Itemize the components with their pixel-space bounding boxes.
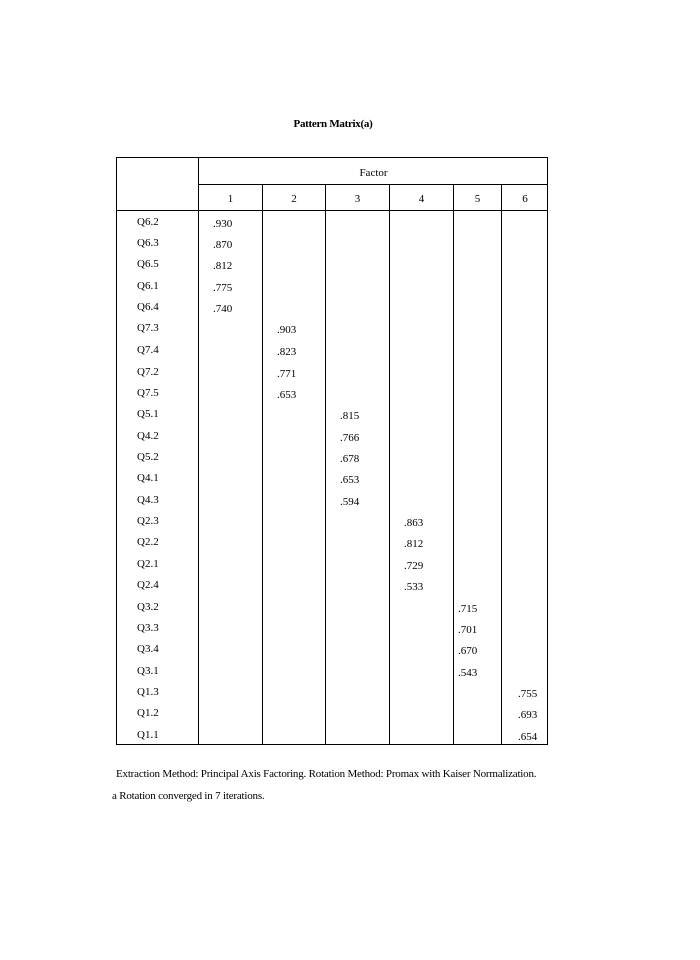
loading-value: .533 (404, 581, 424, 593)
column-divider (501, 185, 502, 744)
row-label: Q2.1 (137, 558, 159, 570)
row-label: Q7.3 (137, 322, 159, 334)
loading-value: .729 (404, 560, 424, 572)
loading-value: .870 (213, 239, 233, 251)
factor-header-5: 5 (474, 193, 481, 205)
row-label: Q2.4 (137, 579, 159, 591)
column-divider (453, 185, 454, 744)
loading-value: .815 (340, 410, 360, 422)
loading-value: .678 (340, 453, 360, 465)
pattern-matrix-table (116, 157, 548, 745)
row-label: Q5.2 (137, 451, 159, 463)
loading-value: .775 (213, 282, 233, 294)
row-label: Q6.2 (137, 216, 159, 228)
row-label: Q1.2 (137, 707, 159, 719)
loading-value: .693 (518, 709, 538, 721)
page-title: Pattern Matrix(a) (293, 118, 373, 130)
loading-value: .823 (277, 346, 297, 358)
row-label: Q2.2 (137, 536, 159, 548)
factor-header-6: 6 (522, 193, 528, 205)
row-label: Q3.2 (137, 601, 159, 613)
loading-value: .715 (458, 603, 478, 615)
rotation-footnote: a Rotation converged in 7 iterations. (112, 790, 265, 802)
extraction-method-note: Extraction Method: Principal Axis Factoring. Rotation Method: Promax with Kaiser Normalization. (116, 768, 537, 780)
row-label: Q7.4 (137, 344, 159, 356)
loading-value: .701 (458, 624, 478, 636)
row-label: Q6.3 (137, 237, 159, 249)
row-label: Q5.1 (137, 408, 159, 420)
column-divider (262, 185, 263, 744)
column-divider (198, 158, 199, 744)
row-label: Q1.1 (137, 729, 159, 741)
factor-group-header: Factor (359, 167, 388, 179)
loading-value: .670 (458, 645, 478, 657)
factor-header-1: 1 (227, 193, 234, 205)
row-label: Q4.1 (137, 472, 159, 484)
loading-value: .654 (518, 731, 538, 743)
row-label: Q4.3 (137, 494, 159, 506)
header-divider (198, 184, 548, 185)
loading-value: .594 (340, 496, 360, 508)
row-label: Q6.1 (137, 280, 159, 292)
loading-value: .653 (340, 474, 360, 486)
factor-header-3: 3 (354, 193, 361, 205)
loading-value: .653 (277, 389, 297, 401)
row-label: Q2.3 (137, 515, 159, 527)
loading-value: .771 (277, 368, 297, 380)
row-label: Q4.2 (137, 430, 159, 442)
loading-value: .755 (518, 688, 538, 700)
loading-value: .812 (404, 538, 424, 550)
row-label: Q3.4 (137, 643, 159, 655)
factor-header-4: 4 (418, 193, 425, 205)
column-divider (389, 185, 390, 744)
row-label: Q7.2 (137, 366, 159, 378)
column-divider (325, 185, 326, 744)
loading-value: .812 (213, 260, 233, 272)
loading-value: .543 (458, 667, 478, 679)
loading-value: .930 (213, 218, 233, 230)
row-label: Q3.1 (137, 665, 159, 677)
row-label: Q1.3 (137, 686, 159, 698)
factor-header-2: 2 (291, 193, 297, 205)
row-label: Q7.5 (137, 387, 159, 399)
loading-value: .863 (404, 517, 424, 529)
loading-value: .740 (213, 303, 233, 315)
row-label: Q6.5 (137, 258, 159, 270)
row-label: Q3.3 (137, 622, 159, 634)
row-label: Q6.4 (137, 301, 159, 313)
loading-value: .766 (340, 432, 360, 444)
loading-value: .903 (277, 324, 297, 336)
header-divider (117, 210, 548, 211)
